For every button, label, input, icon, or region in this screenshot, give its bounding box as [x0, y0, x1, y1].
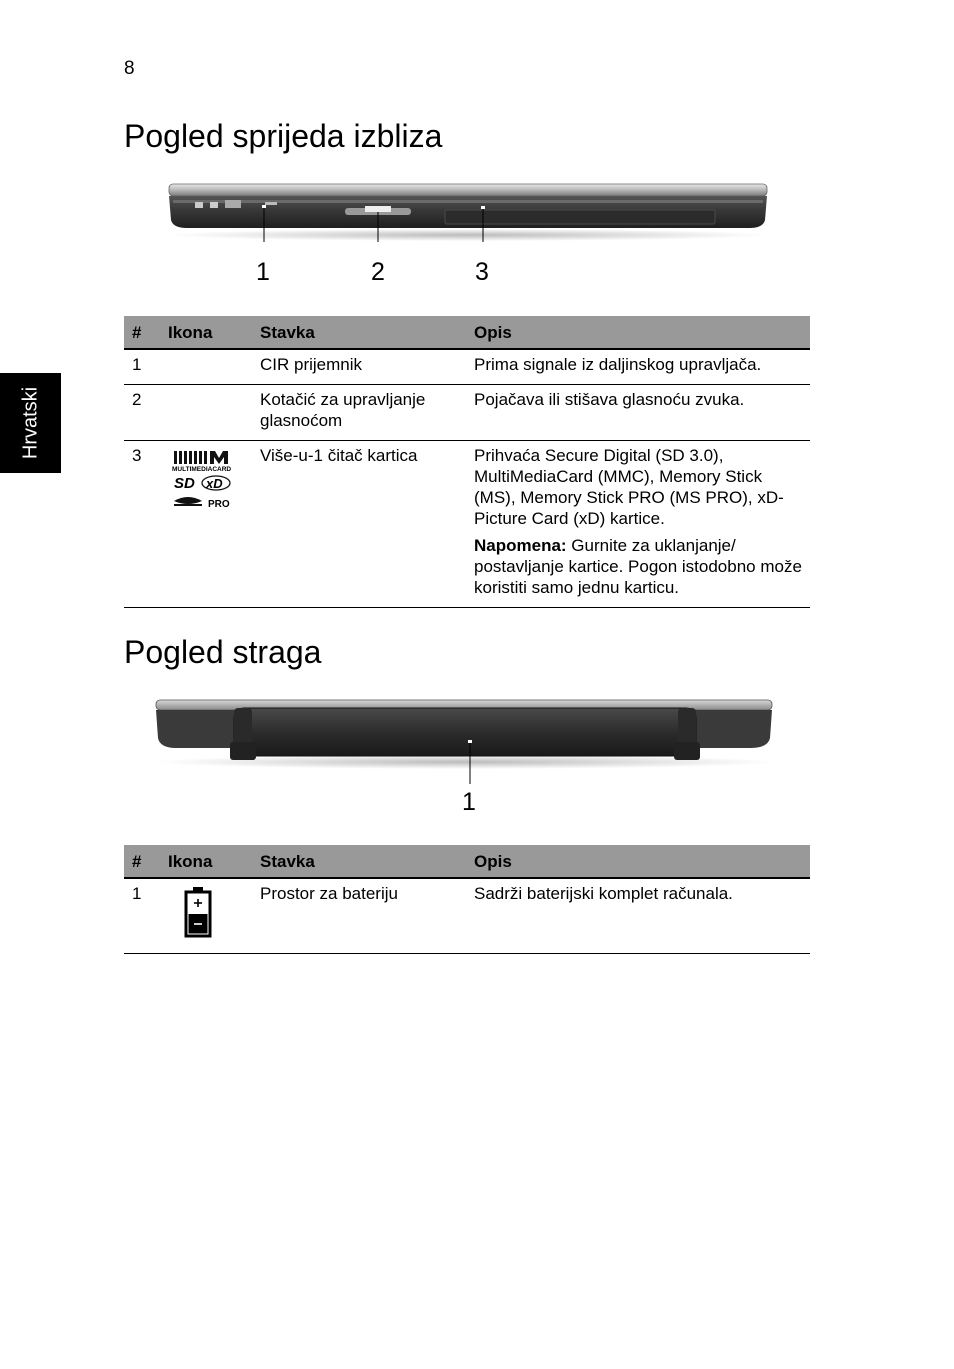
front-view-table: [124, 316, 810, 608]
front-callout-2: 2: [371, 258, 385, 286]
row-number: 2: [124, 385, 160, 441]
header-icon: Ikona: [160, 845, 252, 878]
header-number: #: [124, 316, 160, 349]
row-icon-cell: [160, 878, 252, 954]
front-callout-1: 1: [256, 258, 270, 286]
row-description: Sadrži baterijski komplet računala.: [466, 878, 810, 954]
header-icon: Ikona: [160, 316, 252, 349]
table-row: [124, 349, 810, 385]
row-number: 1: [124, 349, 160, 385]
language-tab-label: Hrvatski: [19, 386, 41, 460]
row-number: 1: [124, 878, 160, 954]
svg-text:xD: xD: [206, 476, 223, 491]
language-tab: [0, 373, 61, 473]
row-note: [474, 535, 804, 598]
table-header-row: [124, 316, 810, 349]
header-description: Opis: [466, 316, 810, 349]
row-icon-cell: [160, 441, 252, 608]
table-row: [124, 385, 810, 441]
row-icon-cell: [160, 349, 252, 385]
card-reader-logos-icon: [170, 449, 238, 513]
page-number: 8: [124, 58, 135, 79]
row-description: Prima signale iz daljinskog upravljača.: [466, 349, 810, 385]
row-item: Kotačić za upravljanje glasnoćom: [252, 385, 466, 441]
table-row: [124, 878, 810, 954]
row-description: Pojačava ili stišava glasnoću zvuka.: [466, 385, 810, 441]
laptop-front-view-image: [165, 180, 771, 242]
svg-text:PRO: PRO: [208, 499, 230, 510]
row-item: Više-u-1 čitač kartica: [252, 441, 466, 608]
laptop-rear-view-image: [150, 694, 780, 784]
svg-text:MULTIMEDIACARD: MULTIMEDIACARD: [172, 466, 232, 473]
battery-icon: [178, 885, 218, 939]
row-item: Prostor za bateriju: [252, 878, 466, 954]
note-text: Gurnite za uklanjanje/ postavljanje kartice. Pogon istodobno može koristiti samo jednu karticu.: [474, 536, 802, 597]
row-description-cell: [466, 441, 810, 608]
row-icon-cell: [160, 385, 252, 441]
header-description: Opis: [466, 845, 810, 878]
front-callout-3: 3: [475, 258, 489, 286]
rear-view-title: Pogled straga: [124, 634, 322, 670]
row-item: CIR prijemnik: [252, 349, 466, 385]
table-row: [124, 441, 810, 608]
header-number: #: [124, 845, 160, 878]
table-header-row: [124, 845, 810, 878]
rear-callout-1: 1: [462, 788, 476, 816]
rear-view-table: [124, 845, 810, 954]
row-number: 3: [124, 441, 160, 608]
row-description: Prihvaća Secure Digital (SD 3.0), MultiMediaCard (MMC), Memory Stick (MS), Memory Stick PRO (MS PRO), xD-Picture Card (xD) kartice.: [474, 446, 784, 528]
header-item: Stavka: [252, 845, 466, 878]
front-view-title: Pogled sprijeda izbliza: [124, 118, 443, 154]
svg-text:SD: SD: [174, 475, 195, 492]
note-label: Napomena:: [474, 536, 567, 555]
header-item: Stavka: [252, 316, 466, 349]
